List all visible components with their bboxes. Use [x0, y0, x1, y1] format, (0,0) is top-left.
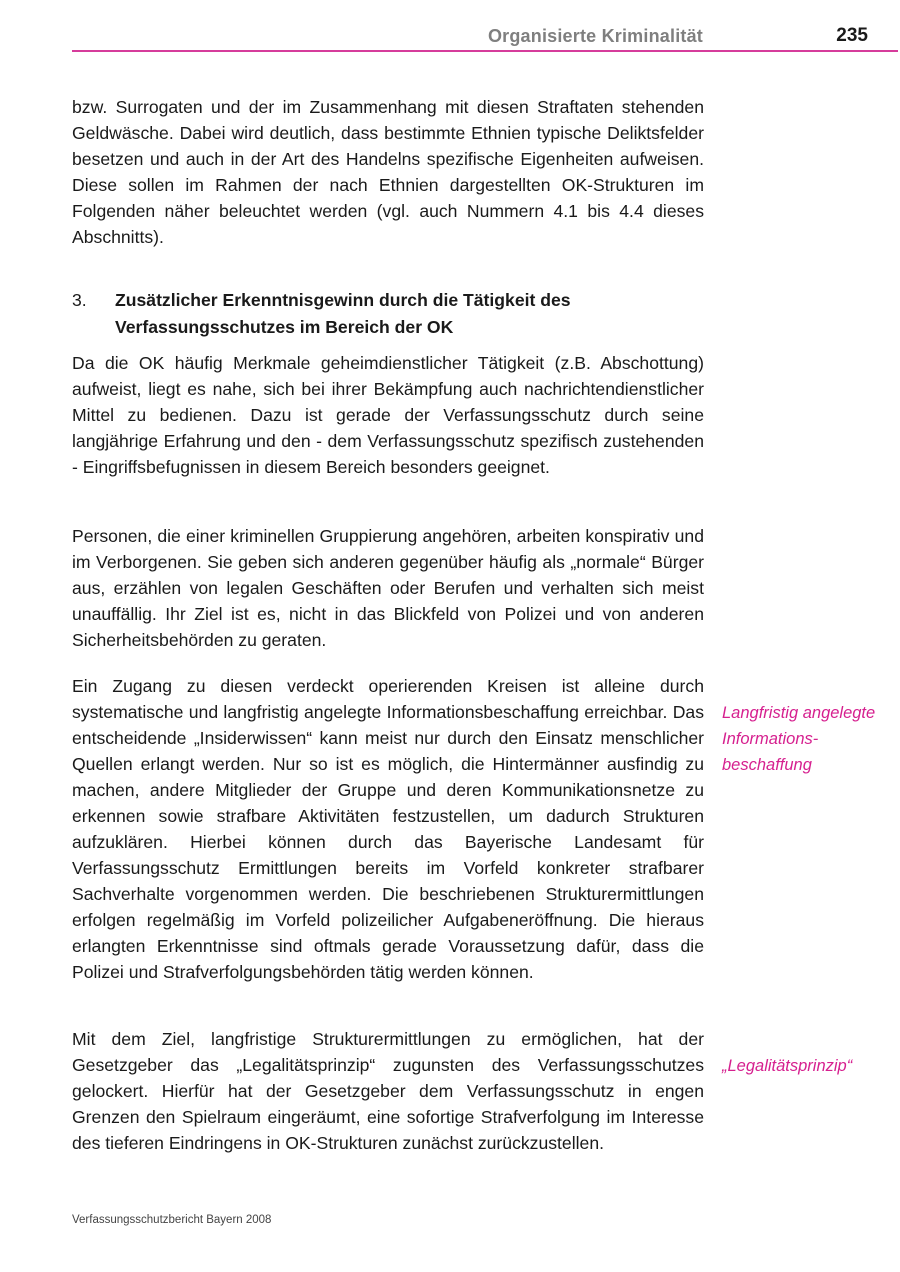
paragraph-information-gathering — [72, 673, 704, 985]
paragraph-conspiratorial-groups — [72, 523, 704, 653]
margin-note-legality-principle: „Legalitätsprinzip“ — [722, 1057, 853, 1075]
paragraph-text: Ein Zugang zu diesen verdeckt operierenden Kreisen ist alleine durch systematische und langfristig angelegte Informationsbeschaffung erreichbar. Das entscheidende „Insiderwissen“ kann meist nur durch den Einsatz menschlicher Quellen erlangt werden. Nur so ist es möglich, die Hintermänner ausfindig zu machen, andere Mitglieder der Gruppe und deren Kommunikationsnetze zu erkennen sowie strafbare Aktivitäten festzustellen, um dadurch Strukturen aufzuklären. Hierbei können durch das Bayerische Landesamt für Verfassungsschutz Ermittlungen bereits im Vorfeld konkreter strafbarer Sachverhalte vorgenommen werden. Die beschriebenen Strukturermittlungen erfolgen regelmäßig im Vorfeld polizeilicher Aufgabeneröffnung. Die hieraus erlangten Erkenntnisse sind oftmals gerade Voraussetzung dafür, dass die Polizei und Strafverfolgungsbehörden tätig werden können. — [72, 676, 704, 982]
header-divider — [72, 50, 898, 52]
paragraph-ok-intelligence — [72, 350, 704, 480]
margin-note-information-gathering: Langfristig angelegte Informationsbeschaffung — [722, 704, 876, 774]
page-number: 235 — [836, 25, 868, 46]
header-section-title: Organisierte Kriminalität — [487, 26, 703, 46]
paragraph-text: bzw. Surrogaten und der im Zusammenhang mit diesen Straftaten stehenden Geldwäsche. Dabei wird deutlich, dass bestimmte Ethnien typische Deliktsfelder besetzen und auch in der Art des Handelns spezifische Eigenheiten aufweisen. Diese sollen im Rahmen der nach Ethnien dargestellten OK-Strukturen im Folgenden näher beleuchtet werden (vgl. auch Nummern 4.1 bis 4.4 dieses Abschnitts). — [72, 97, 704, 247]
paragraph-text: Mit dem Ziel, langfristige Strukturermittlungen zu ermöglichen, hat der Gesetzgeber das „Legalitätsprinzip“ zugunsten des Verfassungsschutzes gelockert. Hierfür hat der Gesetzgeber dem Verfassungsschutz in engen Grenzen den Spielraum eingeräumt, eine sofortige Strafverfolgung im Interesse des tieferen Eindringens in OK-Strukturen zunächst zurückzustellen. — [72, 1029, 704, 1153]
page-footer: Verfassungsschutzbericht Bayern 2008 — [72, 1214, 272, 1226]
paragraph-text: Personen, die einer kriminellen Gruppierung angehören, arbeiten konspirativ und im Verborgenen. Sie geben sich anderen gegenüber häufig als „normale“ Bürger aus, erzählen von legalen Geschäften oder Berufen und verhalten sich meist unauffällig. Ihr Ziel ist es, nicht in das Blickfeld von Polizei und von anderen Sicherheitsbehörden zu geraten. — [72, 526, 704, 650]
paragraph-text: Da die OK häufig Merkmale geheimdienstlicher Tätigkeit (z.B. Abschottung) aufweist, liegt es nahe, sich bei ihrer Bekämpfung auch nachrichtendienstlicher Mittel zu bedienen. Dazu ist gerade der Verfassungsschutz durch seine langjährige Erfahrung und den - dem Verfassungsschutz spezifisch zustehenden - Eingriffsbefugnissen in diesem Bereich besonders geeignet. — [72, 353, 704, 477]
section-number: 3. — [72, 290, 87, 310]
running-header — [72, 22, 898, 50]
paragraph-legality-principle — [72, 1026, 704, 1156]
paragraph-intro-continuation — [72, 94, 704, 250]
section-title: Zusätzlicher Erkenntnisgewinn durch die Tätigkeit des Verfassungsschutzes im Bereich der OK — [115, 290, 571, 337]
